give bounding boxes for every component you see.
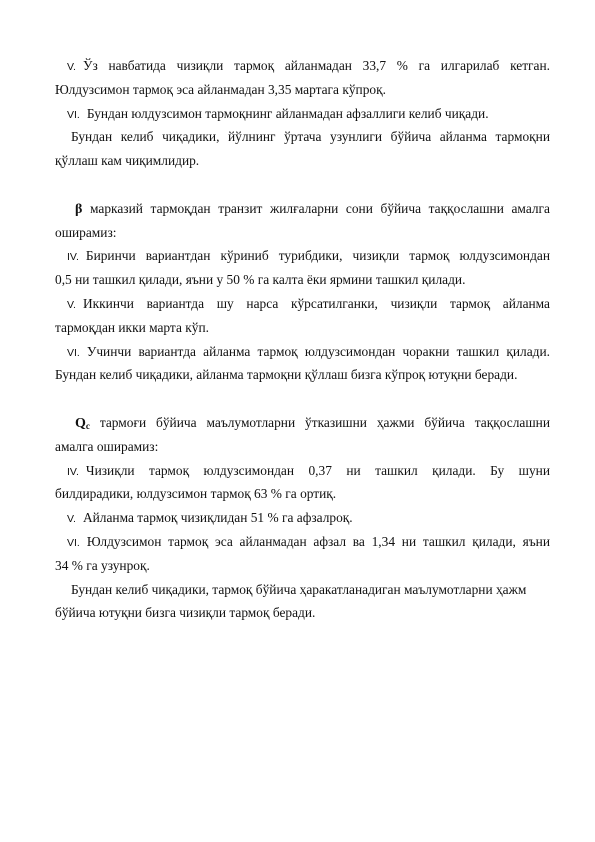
- paragraph-text: Ўз навбатида чизиқли тармоқ айланмадан 33,7 % га илгарилаб кетган.: [82, 58, 550, 73]
- paragraph-line: 34 % га узунроқ.: [55, 557, 150, 573]
- paragraph-line: [55, 292, 550, 316]
- paragraph-line: [55, 54, 550, 78]
- paragraph-text: тармоғи бўйича маълумотларни ўтказишни ҳажми бўйича таққослашни: [99, 414, 550, 430]
- paragraph-line: 0,5 ни ташкил қилади, яъни у 50 % га калта ёки ярмини ташкил қилади.: [55, 272, 466, 288]
- paragraph-text: марказий тармоқдан транзит жилғаларни сони бўйича таққослашни амалга: [90, 200, 550, 216]
- paragraph-line: [55, 459, 550, 483]
- roman-numeral: VI.: [67, 108, 80, 121]
- paragraph-text: Учинчи вариантда айланма тармоқ юлдузсимондан чоракни ташкил қилади.: [86, 343, 550, 359]
- paragraph-text: Юлдузсимон тармоқ эса айланмадан афзал ва 1,34 ни ташкил қилади, яъни: [86, 533, 550, 549]
- paragraph-text: Биринчи вариантдан кўриниб турибдики, чизиқли тармоқ юлдузсимондан: [85, 248, 550, 264]
- roman-numeral: VI.: [67, 536, 80, 549]
- roman-numeral: V.: [67, 298, 76, 311]
- paragraph-line: [55, 411, 550, 435]
- paragraph-line: Бундан келиб чиқадики, айланма тармоқни қўллаш бизга кўпроқ ютуқни беради.: [55, 367, 518, 383]
- roman-numeral: VI.: [67, 346, 80, 359]
- paragraph-text: Бундан юлдузсимон тармоқнинг айланмадан афзаллиги келиб чиқади.: [86, 105, 489, 121]
- document-page: [55, 54, 550, 625]
- blank-line: [55, 387, 550, 411]
- paragraph-text: Айланма тармоқ чизиқлидан 51 % га афзалроқ.: [82, 510, 353, 526]
- roman-numeral: V.: [67, 61, 76, 73]
- paragraph-line: қўллаш кам чиқимлидир.: [55, 153, 200, 169]
- paragraph-line: [55, 530, 550, 554]
- paragraph-line: билдирадики, юлдузсимон тармоқ 63 % га ортиқ.: [55, 486, 337, 502]
- paragraph-line: амалга оширамиз:: [55, 438, 159, 454]
- paragraph-line: бўйича ютуқни бизга чизиқли тармоқ беради.: [55, 605, 316, 621]
- blank-line: [55, 173, 550, 197]
- paragraph-line: [55, 340, 550, 364]
- paragraph-text: Чизиқли тармоқ юлдузсимондан 0,37 ни ташкил қилади. Бу шуни: [85, 462, 550, 478]
- paragraph-line: тармоқдан икки марта кўп.: [55, 319, 209, 335]
- paragraph-line: Юлдузсимон тармоқ эса айланмадан 3,35 мартага кўпроқ.: [55, 81, 386, 97]
- paragraph-line: [55, 102, 550, 126]
- q-letter: Q: [75, 415, 86, 431]
- q-symbol: [75, 416, 90, 431]
- roman-numeral: V.: [67, 513, 76, 526]
- paragraph-line: оширамиз:: [55, 224, 117, 240]
- paragraph-line: Бундан келиб чиқадики, тармоқ бўйича ҳаракатланадиган маълумотларни ҳажм: [71, 581, 527, 597]
- paragraph-text: Иккинчи вариантда шу нарса кўрсатилганки, чизиқли тармоқ айланма: [82, 295, 550, 311]
- paragraph-line: Бундан келиб чиқадики, йўлнинг ўртача узунлиги бўйича айланма тармоқни: [71, 129, 550, 145]
- beta-symbol: β: [75, 201, 83, 217]
- paragraph-line: [55, 506, 550, 530]
- q-subscript: c: [85, 420, 90, 431]
- paragraph-line: [55, 197, 550, 221]
- roman-numeral: IV.: [67, 465, 79, 478]
- roman-numeral: IV.: [67, 251, 79, 264]
- paragraph-line: [55, 244, 550, 268]
